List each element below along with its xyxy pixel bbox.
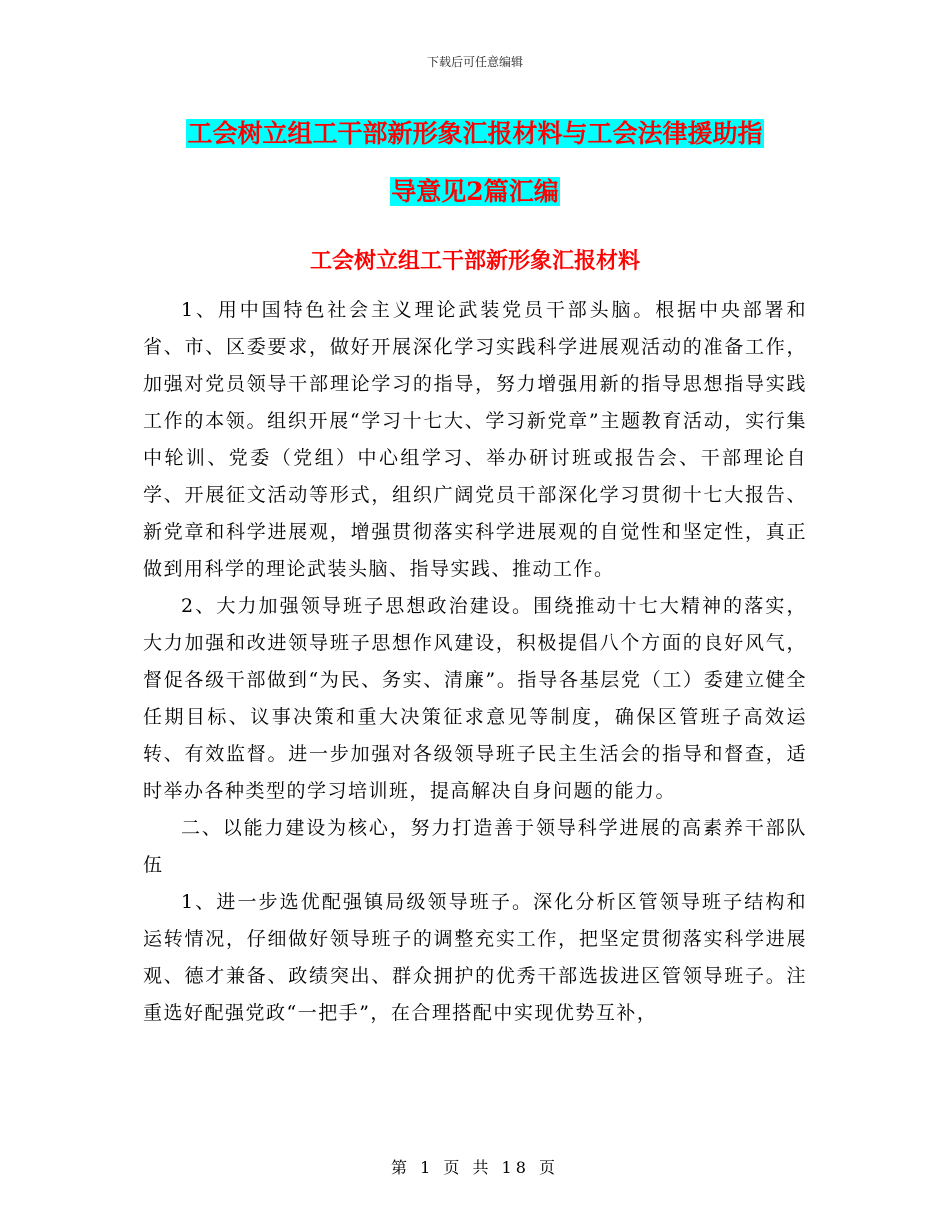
paragraph-2: 2、大力加强领导班子思想政治建设。围绕推动十七大精神的落实，大力加强和改进领导班子思想作风建设，积极提倡八个方面的良好风气，督促各级干部做到“为民、务实、清廉”。指导各基层党（工）委建立健全任期目标、议事决策和重大决策征求意见等制度，确保区管班子高效运转、有效监督。进一步加强对各级领导班子民主生活会的指导和督查，适时举办各种类型的学习培训班，提高解决自身问题的能力。	[143, 595, 807, 802]
paragraph-4: 1、进一步选优配强镇局级领导班子。深化分析区管领导班子结构和运转情况，仔细做好领导班子的调整充实工作，把坚定贯彻落实科学进展观、德才兼备、政绩突出、群众拥护的优秀干部选拔进区管领导班子。注重选好配强党政“一把手”，在合理搭配中实现优势互补，	[143, 891, 807, 1024]
document-title-line-1: 工会树立组工干部新形象汇报材料与工会法律援助指	[187, 119, 763, 148]
paragraph-1: 1、用中国特色社会主义理论武装党员干部头脑。根据中央部署和省、市、区委要求，做好开展深化学习实践科学进展观活动的准备工作，加强对党员领导干部理论学习的指导，努力增强用新的指导思想指导实践工作的本领。组织开展“学习十七大、学习新党章”主题教育活动，实行集中轮训、党委（党组）中心组学习、举办研讨班或报告会、干部理论自学、开展征文活动等形式，组织广阔党员干部深化学习贯彻十七大报告、新党章和科学进展观，增强贯彻落实科学进展观的自觉性和坚定性，真正做到用科学的理论武装头脑、指导实践、推动工作。	[143, 299, 807, 580]
section-title: 工会树立组工干部新形象汇报材料	[309, 248, 640, 274]
body-text	[143, 292, 807, 1032]
paragraph-3: 二、以能力建设为核心，努力打造善于领导科学进展的高素养干部队伍	[143, 817, 807, 876]
document-title-line-2: 导意见2篇汇编	[391, 177, 559, 206]
header-note: 下载后可任意编辑	[426, 55, 523, 69]
page-footer: 第 1 页 共 18 页	[391, 1158, 559, 1177]
document-title	[0, 105, 950, 221]
